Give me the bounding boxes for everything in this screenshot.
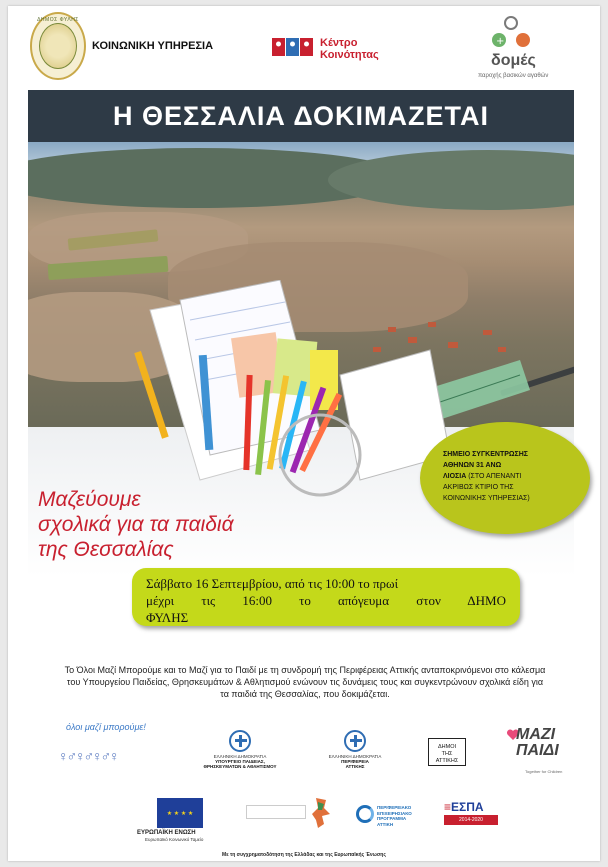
eu-fund-label: Ευρωπαϊκό Κοινωνικό Ταμείο <box>145 837 204 842</box>
greek-crest-icon <box>229 730 251 752</box>
meeting-point-line4: ΑΚΡΙΒΩΣ ΚΤΙΡΙΟ ΤΗΣ <box>443 484 514 491</box>
mazi-line2: ΠΑΙΔΙ <box>516 742 559 759</box>
meeting-point-line5: ΚΟΙΝΩΝΙΚΗΣ ΥΠΗΡΕΣΙΑΣ) <box>443 495 530 502</box>
domes-subtitle: παροχής βασικών αγαθών <box>478 73 549 79</box>
greek-crest-icon <box>344 730 366 752</box>
espa-logo <box>444 800 498 834</box>
oloi-mazi-logo-text: όλοι μαζί μπορούμε! <box>66 722 146 732</box>
date-line2: μέχρι τις 16:00 το απόγευμα στον ΔΗΜΟ <box>146 593 506 608</box>
date-line3: ΦΥΛΗΣ <box>146 610 189 625</box>
mazi-line1: ΜΑΖΙ <box>516 726 556 743</box>
eu-label: ΕΥΡΩΠΑΪΚΗ ΕΝΩΣΗ <box>137 830 196 836</box>
ypourgeio-paideias-logo <box>190 730 290 769</box>
espa-years: 2014-2020 <box>444 815 498 825</box>
kentro-line1: Κέντρο <box>320 37 358 49</box>
cofinance-note: Με τη συγχρηματοδότηση της Ελλάδας και της Ευρωπαϊκής Ένωσης <box>222 852 386 858</box>
perifereia-line2: ΠΕΡΙΦΕΡΕΙΑ <box>341 759 369 764</box>
slogan-line2: σχολικά για τα παιδιά <box>38 513 234 536</box>
ypourgeio-line2: ΥΠΟΥΡΓΕΙΟ ΠΑΙΔΕΙΑΣ, <box>215 759 265 764</box>
espa-text: ΕΣΠΑ <box>451 800 484 814</box>
meeting-point-line3b: (ΣΤΟ ΑΠΕΝΑΝΤΙ <box>468 473 522 480</box>
kentro-koinotitas-logo-icon <box>270 34 316 60</box>
meeting-point-text <box>443 449 571 504</box>
pep-line1: ΠΕΡΙΦΕΡΕΙΑΚΟ <box>377 805 412 810</box>
date-time-box <box>132 568 520 626</box>
svg-text:+: + <box>496 36 505 47</box>
koinoniki-ypiresia-label: ΚΟΙΝΩΝΙΚΗ ΥΠΗΡΕΣΙΑ <box>92 40 214 52</box>
slogan-line1: Μαζεύουμε <box>38 488 141 511</box>
kentro-koinotitas-small-logo <box>246 805 306 819</box>
mazi-gia-to-paidi-logo <box>516 727 559 759</box>
espa-title: ≡ΕΣΠΑ <box>444 800 484 814</box>
meeting-point-line2: ΑΘΗΝΩΝ 31 ΑΝΩ <box>443 462 502 469</box>
dimoi-line3: ΑΤΤΙΚΗΣ <box>435 758 459 764</box>
domes-logo-icon <box>489 16 533 54</box>
dimos-fylis-seal-logo <box>30 12 86 80</box>
perifereia-line3: ΑΤΤΙΚΗΣ <box>345 764 365 769</box>
seal-text: ΔΗΜΟΣ ΦΥΛΗΣ <box>37 17 79 23</box>
dimoi-line1: ΔΗΜΟΙ <box>437 744 457 750</box>
eu-flag-icon: ★ ★ ★ ★ <box>157 798 203 828</box>
slogan-heading <box>38 487 234 562</box>
perifereia-line1: ΕΛΛΗΝΙΚΗ ΔΗΜΟΚΡΑΤΙΑ <box>328 754 382 759</box>
ypourgeio-line1: ΕΛΛΗΝΙΚΗ ΔΗΜΟΚΡΑΤΙΑ <box>213 754 267 759</box>
title-banner <box>28 90 574 142</box>
pep-attiki-label <box>377 805 412 827</box>
pep-line3: ΠΡΟΓΡΑΜΜΑ <box>377 816 407 821</box>
dimoi-line2: ΤΗΣ <box>441 751 453 757</box>
meeting-point-line1: ΣΗΜΕΙΟ ΣΥΓΚΕΝΤΡΩΣΗΣ <box>443 451 528 458</box>
pep-attiki-logo-icon <box>356 805 374 823</box>
description-paragraph: Το Όλοι Μαζί Μπορούμε και το Μαζί για το Παιδί με τη συνδρομή της Περιφέρειας Αττικής ανταποκρινόμενοι στο κάλεσμα του Υπουργείου Παιδείας, Θρησκευμάτων & Αθλητισμού ενώνουν τις δυνάμεις τους και συγκεντρώνουν σχολικά είδη για τα παιδιά της Θεσσαλίας, που δοκιμάζεται. <box>64 665 546 699</box>
banner-title: Η ΘΕΣΣΑΛΙΑ ΔΟΚΙΜΑΖΕΤΑΙ <box>112 100 490 131</box>
kentro-koinotitas-label <box>320 37 379 61</box>
kentro-line2: Κοινότητας <box>320 49 379 61</box>
perifereia-attikis-logo <box>315 730 395 769</box>
ypourgeio-line3: ΘΡΗΣΚΕΥΜΑΤΩΝ & ΑΘΛΗΤΙΣΜΟΥ <box>203 764 277 769</box>
date-line1: Σάββατο 16 Σεπτεμβρίου, από τις 10:00 το πρωί <box>146 576 399 591</box>
seal-emblem <box>39 23 77 69</box>
slogan-line3: της Θεσσαλίας <box>38 538 174 561</box>
dimoi-attikis-logo <box>428 738 466 766</box>
greece-map-icon <box>310 796 332 830</box>
pep-line4: ΑΤΤΙΚΗ <box>377 821 394 827</box>
mazi-subtitle: Together for Children <box>525 769 563 774</box>
people-chain-icon: ♀♂♀♂♀♂♀ <box>58 748 118 764</box>
pep-line2: ΕΠΙΧΕΙΡΗΣΙΑΚΟ <box>377 810 412 816</box>
meeting-point-line3: ΛΙΟΣΙΑ <box>443 473 467 480</box>
domes-title: δομές <box>491 52 536 69</box>
